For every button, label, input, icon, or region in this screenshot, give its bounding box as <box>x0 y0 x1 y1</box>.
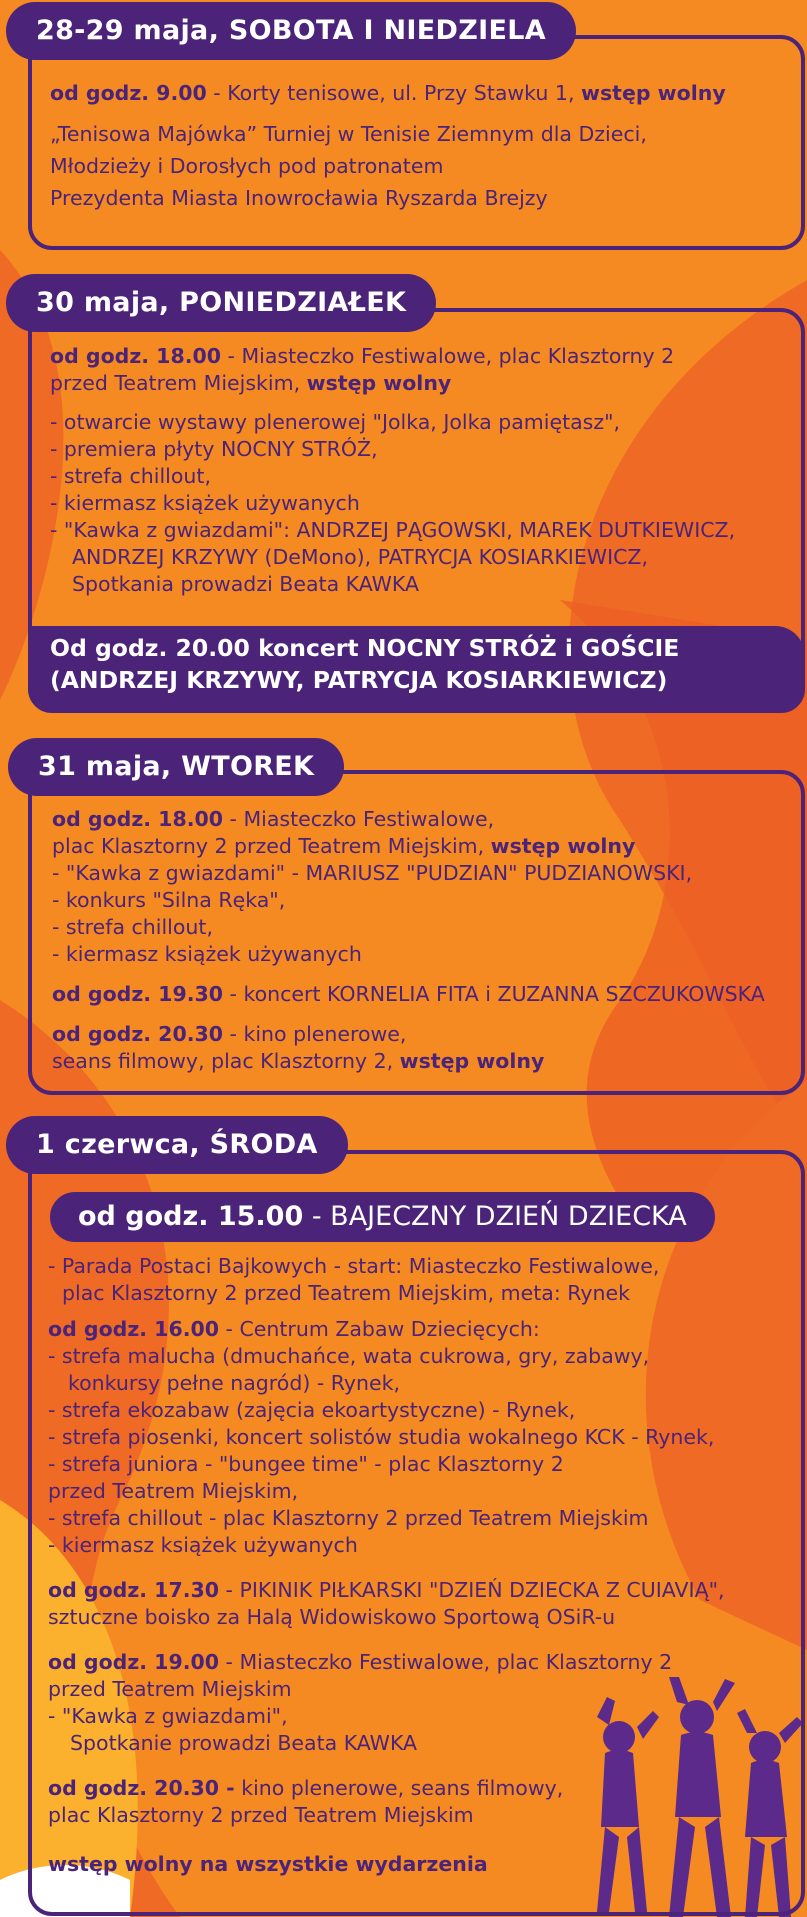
text-line: od godz. 19.00 - Miasteczko Festiwalowe, plac Klasztorny 2 <box>48 1650 673 1674</box>
section-2-text <box>50 343 735 598</box>
text-line: od godz. 18.00 - Miasteczko Festiwalowe, plac Klasztorny 2 <box>50 344 675 368</box>
section-3-text <box>52 806 765 1075</box>
text-line: „Tenisowa Majówka” Turniej w Tenisie Ziemnym dla Dzieci, <box>50 122 647 146</box>
text-line: - strefa chillout, <box>50 464 211 488</box>
text-line: - "Kawka z gwiazdami", <box>48 1704 288 1728</box>
text-line: plac Klasztorny 2 przed Teatrem Miejskim <box>48 1803 474 1827</box>
text-line: ANDRZEJ KRZYWY (DeMono), PATRYCJA KOSIARKIEWICZ, <box>72 545 648 569</box>
text-line: - kiermasz książek używanych <box>52 942 362 966</box>
text-line: Spotkanie prowadzi Beata KAWKA <box>70 1731 418 1755</box>
text-line: konkursy pełne nagród) - Rynek, <box>68 1371 401 1395</box>
text-line: Spotkania prowadzi Beata KAWKA <box>72 572 420 596</box>
text-line: Prezydenta Miasta Inowrocławia Ryszarda Brejzy <box>50 186 548 210</box>
text-line: od godz. 20.30 - kino plenerowe, <box>52 1022 407 1046</box>
text-line: plac Klasztorny 2 przed Teatrem Miejskim, wstęp wolny <box>52 834 636 858</box>
text-line: - strefa chillout - plac Klasztorny 2 przed Teatrem Miejskim <box>48 1506 649 1530</box>
section-tab-2: 30 maja, PONIEDZIAŁEK <box>6 274 436 332</box>
text-line: - strefa ekozabaw (zajęcia ekoartystyczne) - Rynek, <box>48 1398 576 1422</box>
section-1-text <box>50 80 726 212</box>
section-tab-1: 28-29 maja, SOBOTA I NIEDZIELA <box>6 2 576 60</box>
text-line: od godz. 16.00 - Centrum Zabaw Dziecięcych: <box>48 1317 540 1341</box>
text-line: - otwarcie wystawy plenerowej "Jolka, Jolka pamiętasz", <box>50 410 621 434</box>
text-line: - "Kawka z gwiazdami": ANDRZEJ PĄGOWSKI, MAREK DUTKIEWICZ, <box>50 518 736 542</box>
band-line-1: Od godz. 20.00 koncert NOCNY STRÓŻ i GOŚCIE <box>50 634 680 662</box>
childrens-day-pill: od godz. 15.00 - BAJECZNY DZIEŃ DZIECKA <box>50 1192 715 1242</box>
text-line: plac Klasztorny 2 przed Teatrem Miejskim, meta: Rynek <box>62 1281 630 1305</box>
text-line: wstęp wolny na wszystkie wydarzenia <box>48 1852 488 1876</box>
text-line: od godz. 19.30 - koncert KORNELIA FITA i ZUZANNA SZCZUKOWSKA <box>52 982 765 1006</box>
text-line: seans filmowy, plac Klasztorny 2, wstęp wolny <box>52 1049 545 1073</box>
text-line: - konkurs "Silna Ręka", <box>52 888 286 912</box>
text-line: - strefa piosenki, koncert solistów studia wokalnego KCK - Rynek, <box>48 1425 715 1449</box>
text-line: - kiermasz książek używanych <box>48 1533 358 1557</box>
text-line: - strefa chillout, <box>52 915 213 939</box>
text-line: przed Teatrem Miejskim <box>48 1677 292 1701</box>
section-tab-4: 1 czerwca, ŚRODA <box>6 1116 348 1174</box>
text-line: przed Teatrem Miejskim, wstęp wolny <box>50 371 452 395</box>
text-line: od godz. 17.30 - PIKINIK PIŁKARSKI "DZIEŃ DZIECKA Z CUIAVIĄ", <box>48 1578 725 1602</box>
text-line: Młodzieży i Dorosłych pod patronatem <box>50 154 444 178</box>
text-line: od godz. 18.00 - Miasteczko Festiwalowe, <box>52 807 495 831</box>
text-line: - kiermasz książek używanych <box>50 491 360 515</box>
text-line: - "Kawka z gwiazdami" - MARIUSZ "PUDZIAN" PUDZIANOWSKI, <box>52 861 693 885</box>
concert-band <box>28 626 805 711</box>
text-line: - strefa malucha (dmuchańce, wata cukrowa, gry, zabawy, <box>48 1344 650 1368</box>
section-tab-3: 31 maja, WTOREK <box>8 738 344 796</box>
text-line: przed Teatrem Miejskim, <box>48 1479 299 1503</box>
text-line: - strefa juniora - "bungee time" - plac Klasztorny 2 <box>48 1452 564 1476</box>
text-line: - Parada Postaci Bajkowych - start: Miasteczko Festiwalowe, <box>48 1254 660 1278</box>
text-line: od godz. 20.30 - kino plenerowe, seans filmowy, <box>48 1776 564 1800</box>
text-line: sztuczne boisko za Halą Widowiskowo Sportową OSiR-u <box>48 1605 616 1629</box>
text-line: - premiera płyty NOCNY STRÓŻ, <box>50 437 378 461</box>
band-line-2: (ANDRZEJ KRZYWY, PATRYCJA KOSIARKIEWICZ) <box>50 666 668 694</box>
section-4-text <box>48 1253 725 1878</box>
text-line: od godz. 9.00 - Korty tenisowe, ul. Przy Stawku 1, wstęp wolny <box>50 81 726 105</box>
